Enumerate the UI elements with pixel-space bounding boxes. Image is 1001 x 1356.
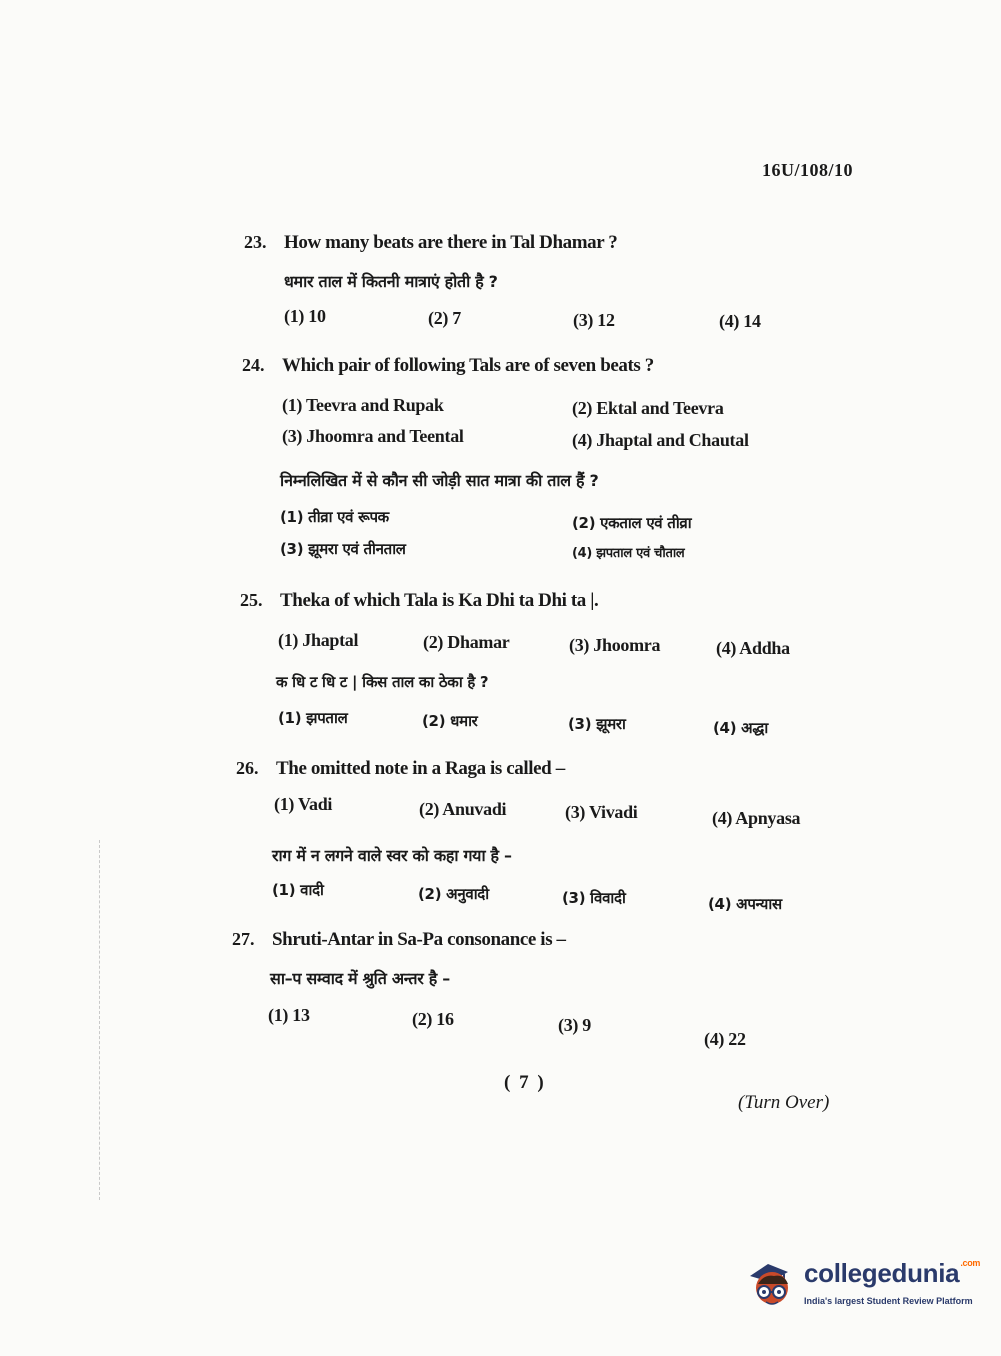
option: (1) 10 (284, 306, 326, 326)
option: (4) झपताल एवं चौताल (572, 546, 685, 561)
option: (3) Jhoomra and Teental (282, 426, 464, 446)
option: (3) झूमरा (568, 715, 626, 733)
scan-margin-line (99, 840, 101, 1200)
option: (1) झपताल (278, 709, 348, 727)
option: (3) 12 (573, 310, 615, 330)
option: (2) Anuvadi (419, 799, 507, 819)
question-number: 26. (236, 758, 259, 778)
option: (2) एकताल एवं तीव्रा (572, 514, 692, 532)
logo-tagline: India's largest Student Review Platform (804, 1296, 973, 1306)
question-text-en: Theka of which Tala is Ka Dhi ta Dhi ta |. (280, 590, 599, 611)
option: (4) अपन्यास (708, 895, 782, 913)
question-text-en: Which pair of following Tals are of seven beats ? (282, 355, 654, 376)
mascot-icon (744, 1254, 802, 1314)
option: (4) 22 (704, 1029, 746, 1049)
logo-suffix: .com (960, 1258, 981, 1268)
option: (4) Jhaptal and Chautal (572, 430, 749, 450)
page-number: ( 7 ) (504, 1072, 546, 1093)
logo-name: collegedunia (804, 1258, 960, 1288)
question-text-hi: क धि ट धि ट | किस ताल का ठेका है ? (276, 673, 489, 691)
option: (4) 14 (719, 311, 761, 331)
option: (2) 7 (428, 308, 461, 328)
logo-wordmark (804, 1258, 980, 1289)
question-text-hi: राग में न लगने वाले स्वर को कहा गया है – (272, 846, 512, 865)
option: (1) तीव्रा एवं रूपक (280, 508, 389, 526)
option: (2) Dhamar (423, 632, 510, 652)
question-number: 27. (232, 929, 255, 949)
option: (1) Teevra and Rupak (282, 395, 444, 415)
option: (2) धमार (422, 712, 478, 730)
option: (2) 16 (412, 1009, 454, 1029)
option: (1) Jhaptal (278, 630, 359, 650)
question-number: 23. (244, 232, 267, 252)
option: (3) विवादी (562, 889, 626, 907)
question-number: 25. (240, 590, 263, 610)
question-number: 24. (242, 355, 265, 375)
paper-code: 16U/108/10 (761, 160, 853, 180)
option: (4) Addha (716, 638, 790, 658)
option: (1) 13 (268, 1005, 310, 1025)
collegedunia-logo (744, 1254, 981, 1314)
question-text-hi: सा–प सम्वाद में श्रुति अन्तर है – (270, 969, 450, 988)
option: (2) अनुवादी (418, 885, 489, 903)
option: (4) अद्धा (713, 719, 768, 737)
question-text-hi: निम्नलिखित में से कौन सी जोड़ी सात मात्रा की ताल हैं ? (280, 471, 599, 490)
question-text-en: Shruti-Antar in Sa-Pa consonance is – (272, 929, 566, 950)
option: (4) Apnyasa (712, 808, 801, 828)
option: (1) वादी (272, 881, 324, 899)
option: (3) 9 (558, 1015, 591, 1035)
question-text-en: The omitted note in a Raga is called – (276, 758, 565, 779)
option: (3) Vivadi (565, 802, 638, 822)
question-text-hi: धमार ताल में कितनी मात्राएं होती है ? (284, 272, 498, 291)
option: (1) Vadi (274, 794, 333, 814)
question-text-en: How many beats are there in Tal Dhamar ? (284, 232, 618, 253)
turn-over-note: (Turn Over) (738, 1092, 830, 1113)
option: (3) झूमरा एवं तीनताल (280, 540, 406, 558)
option: (2) Ektal and Teevra (572, 398, 724, 418)
option: (3) Jhoomra (569, 635, 661, 655)
